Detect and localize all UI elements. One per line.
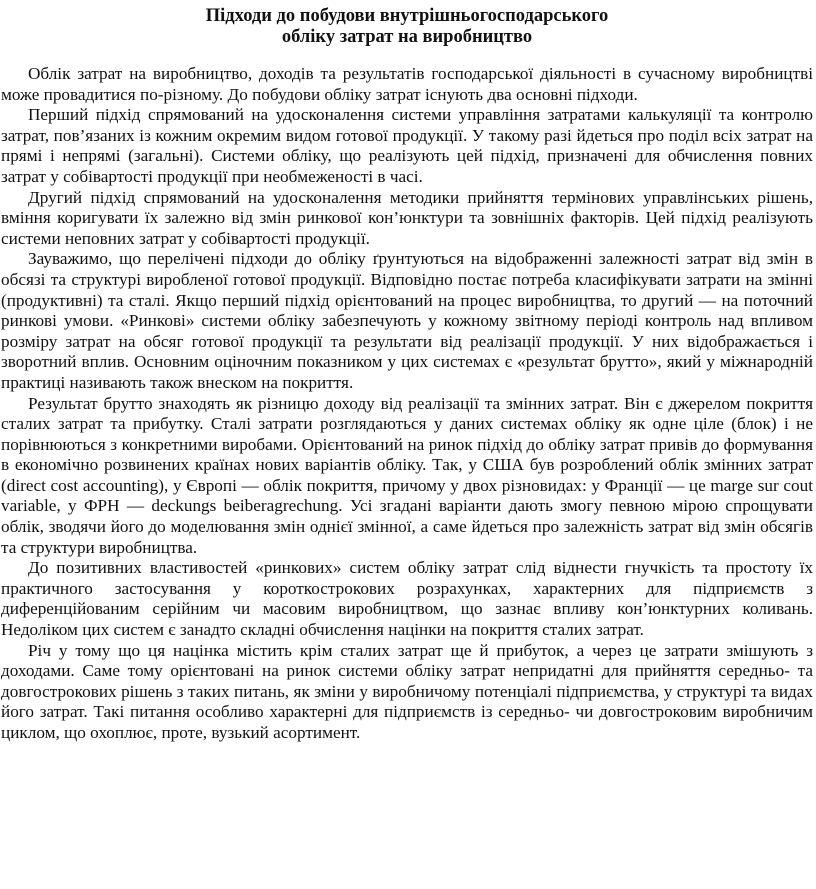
paragraph-2: Перший підхід спрямований на удосконалення системи управління затратами калькуляції та контролю затрат, пов’язаних із кожним окремим видом готової продукції. У такому разі йдеться про поділ всіх затрат на прямі і непрямі (загальні). Системи обліку, що реалізують цей підхід, призначені для обчислення повних затрат у собівартості продукції при необмеженості в часі. xyxy=(1,105,813,186)
title-line-1: Підходи до побудови внутрішньогосподарського xyxy=(205,6,609,26)
title-line-2: обліку затрат на виробництво xyxy=(281,27,533,47)
paragraph-7: Річ у тому що ця націнка містить крім сталих затрат ще й прибуток, а через це затрати змішують з доходами. Саме тому орієнтовані на ринок системи обліку затрат непридатні для прийняття середньо- та довгострокових рішень з таких питань, як зміни у виробничому потенціалі підприємства, у структурі та видах його затрат. Такі питання особливо характерні для підприємств із середньо- чи довгостроковим виробничим циклом, що охоплює, проте, вузький асортимент. xyxy=(1,640,813,742)
paragraph-5: Результат брутто знаходять як різницю доходу від реалізації та змінних затрат. Він є джерелом покриття сталих затрат та прибутку. Сталі затрати розглядаються у даних системах обліку як одне ціле (блок) і не порівнюються з конкретними виробами. Орієнтований на ринок підхід до обліку затрат привів до формування в економічно розвинених країнах нових варіантів обліку. Так, у США був розроблений облік змінних затрат (direct cost accounting), у Європі — облік покриття, причому у двох різновидах: у Франції — це marge sur cout variable, у ФРН — deckungs beiberagrechung. Усі згадані варіанти дають змогу певною мірою спрощувати облік, зводячи його до моделювання змін однієї змінної, а саме йдеться про залежність затрат від змін обсягів та структури виробництва. xyxy=(1,393,813,557)
document-body xyxy=(1,64,813,744)
document-title xyxy=(1,6,813,48)
paragraph-6: До позитивних властивостей «ринкових» систем обліку затрат слід віднести гнучкість та простоту їх практичного застосування у короткострокових розрахунках, характерних для підприємств з диференційованим серійним чи масовим виробництвом, що зазнає впливу кон’юнктурних коливань. Недоліком цих систем є занадто складні обчислення націнки на покриття сталих затрат. xyxy=(1,558,813,640)
paragraph-1: Облік затрат на виробництво, доходів та результатів господарської діяльності в сучасному виробництві може провадитися по-різному. До побудови обліку затрат існують два основні підходи. xyxy=(1,64,813,104)
paragraph-3: Другий підхід спрямований на удосконалення методики прийняття термінових управлінських рішень, вміння коригувати їх залежно від змін ринкової кон’юнктури та зовнішніх факторів. Цей підхід реалізують системи неповних затрат у собівартості продукції. xyxy=(1,187,813,248)
paragraph-4: Зауважимо, що перелічені підходи до обліку ґрунтуються на відображенні залежності затрат від змін в обсязі та структурі виробленої готової продукції. Відповідно постає потреба класифікувати затрати на змінні (продуктивні) та сталі. Якщо перший підхід орієнтований на процес виробництва, то другий — на поточний ринкові умови. «Ринкові» системи обліку забезпечують у кожному звітному періоді контроль над впливом розміру затрат на обсяг готової продукції та результати від реалізації продукції. У них відображається і зворотний вплив. Основним оціночним показником у цих системах є «результат брутто», який у міжнародній практиці називають також внеском на покриття. xyxy=(1,249,813,392)
